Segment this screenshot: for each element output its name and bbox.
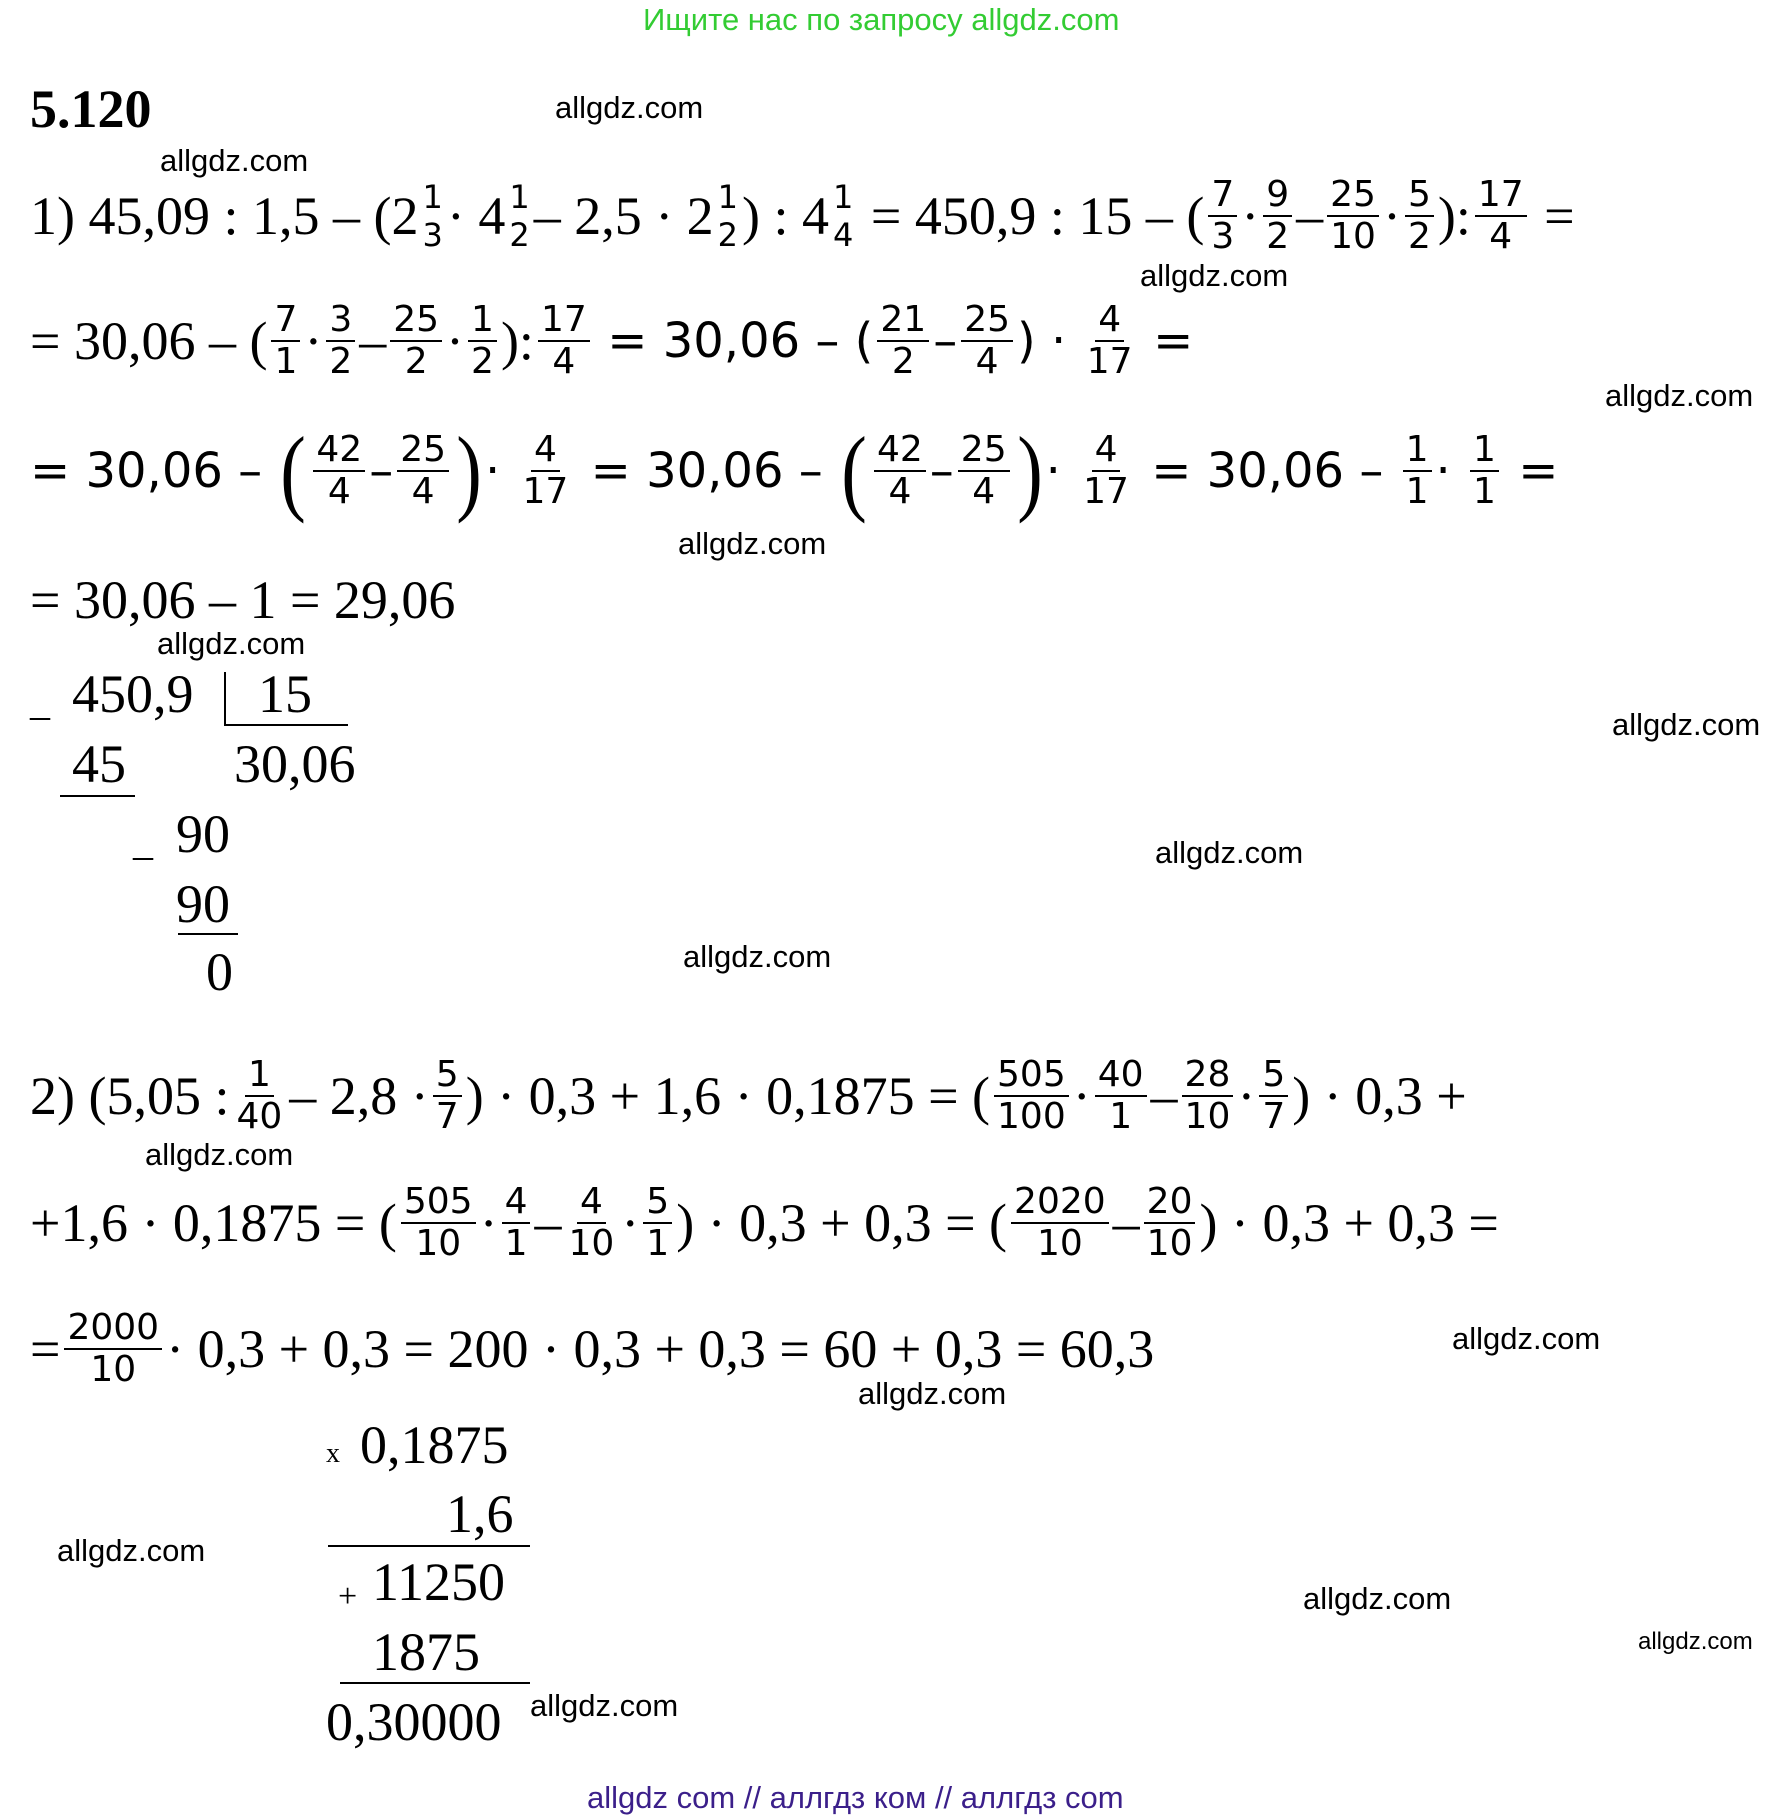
watermark: allgdz.com <box>160 143 309 178</box>
paren: ) <box>1016 417 1043 524</box>
fraction: $\frac{25}{10}$ <box>1327 175 1379 257</box>
fraction: $\frac{5}{7}$ <box>1259 1055 1288 1137</box>
watermark: allgdz.com <box>1155 835 1304 870</box>
watermark: allgdz.com <box>1452 1321 1601 1356</box>
part1-line4: = 30,06 – 1 = 29,06 <box>30 570 456 630</box>
division-minus: _ <box>30 679 50 724</box>
expr-text: · <box>1435 443 1451 499</box>
fraction: $\frac{1}{1}$ <box>1403 430 1432 512</box>
fraction: 1 2 <box>717 178 739 254</box>
fraction: $\frac{1}{2}$ <box>468 300 497 382</box>
expr-text: – 2,8 · <box>289 1066 429 1126</box>
fraction: 1 2 <box>509 178 530 254</box>
expr-text: · <box>1382 186 1401 246</box>
part2-line2 <box>30 1182 1499 1264</box>
watermark: allgdz.com <box>1612 707 1761 742</box>
expr-text: – <box>369 443 394 499</box>
fraction: $\frac{4}{17}$ <box>1086 299 1133 382</box>
expr-text: · <box>621 1193 640 1253</box>
multiplication-sign: x <box>326 1438 340 1469</box>
fraction: $\frac{5}{1}$ <box>643 1182 672 1264</box>
division-sub1: 45 <box>72 734 126 794</box>
expr-text: (5,05 : <box>88 1066 230 1126</box>
expr-text: · <box>1237 1066 1256 1126</box>
problem-number: 5.120 <box>30 79 152 139</box>
part1-line3 <box>30 417 1559 524</box>
fraction: 1 3 <box>422 178 443 254</box>
division-quotient: 30,06 <box>234 734 356 794</box>
part2-line3 <box>30 1308 1154 1390</box>
expr-text: · <box>1045 443 1061 499</box>
expr-text: · 4 <box>446 186 506 246</box>
expr-text: = <box>30 1319 61 1379</box>
expr-text: – <box>1150 1066 1178 1126</box>
fraction: $\frac{25}{4}$ <box>958 430 1010 512</box>
fraction: $\frac{4}{10}$ <box>568 1181 615 1264</box>
fraction: $\frac{4}{17}$ <box>1083 429 1129 512</box>
part2-label: 2) <box>30 1066 75 1126</box>
watermark: allgdz.com <box>1638 1628 1753 1655</box>
fraction: $\frac{505}{100}$ <box>994 1055 1069 1137</box>
fraction: $\frac{1}{1}$ <box>1470 430 1499 512</box>
expr-text: · <box>1072 1066 1091 1126</box>
fraction: $\frac{5}{2}$ <box>1405 175 1434 257</box>
expr-text: = 30,06 – ( <box>30 311 268 371</box>
expr-text: ): <box>500 311 534 371</box>
expr-text: – <box>1296 186 1324 246</box>
part2-line1 <box>30 1055 1467 1137</box>
expr-text: = 30,06 – ( <box>607 313 874 369</box>
expr-text: = 30,06 – <box>1151 443 1384 499</box>
watermark: allgdz.com <box>57 1533 206 1568</box>
part1-label: 1) <box>30 186 75 246</box>
fraction: $\frac{17}{4}$ <box>1475 175 1527 257</box>
watermark: allgdz.com <box>555 90 704 125</box>
fraction: $\frac{25}{4}$ <box>961 300 1013 382</box>
expr-text: ) : 4 <box>742 186 830 246</box>
fraction: $\frac{25}{4}$ <box>397 430 449 512</box>
watermark: allgdz.com <box>145 1137 294 1172</box>
multiplication-result: 0,30000 <box>326 1692 502 1752</box>
watermark: allgdz.com <box>530 1688 679 1723</box>
fraction: $\frac{9}{2}$ <box>1263 175 1292 257</box>
footer-text: allgdz com // аллгдз ком // аллгдз com <box>587 1780 1124 1815</box>
expr-text: · <box>479 1193 498 1253</box>
division-minus: _ <box>133 819 153 864</box>
division-divisor: 15 <box>258 664 312 724</box>
expr-text: +1,6 · 0,1875 = ( <box>30 1193 397 1253</box>
expr-text: = <box>1544 186 1575 246</box>
fraction: $\frac{21}{2}$ <box>877 300 929 382</box>
division-sub2: 90 <box>176 874 230 934</box>
fraction: $\frac{28}{10}$ <box>1182 1055 1234 1137</box>
multiplication-line <box>328 1545 530 1547</box>
expr-text: 45,09 : 1,5 – (2 <box>88 186 419 246</box>
fraction: $\frac{42}{4}$ <box>874 430 926 512</box>
part1-line1 <box>30 175 1575 257</box>
paren: ) <box>456 417 482 524</box>
paren: ( <box>280 417 307 524</box>
expr-text: · <box>1241 186 1260 246</box>
watermark: allgdz.com <box>858 1376 1007 1411</box>
expr-text: = 30,06 – <box>30 443 263 499</box>
watermark: allgdz.com <box>683 939 832 974</box>
fraction: $\frac{25}{2}$ <box>390 300 442 382</box>
expr-text: · 0,3 + 0,3 = 200 · 0,3 + 0,3 = 60 + 0,3 = 60,3 <box>166 1319 1155 1379</box>
expr-text: · <box>304 311 323 371</box>
expr-text: – <box>534 1193 562 1253</box>
expr-text: – <box>359 311 387 371</box>
expr-text: – 2,5 · 2 <box>533 186 714 246</box>
fraction: $\frac{4}{17}$ <box>522 429 569 512</box>
multiplier: 1,6 <box>446 1484 514 1544</box>
fraction: $\frac{1}{40}$ <box>236 1054 283 1137</box>
expr-text: ) · 0,3 + 0,3 = <box>1199 1193 1499 1253</box>
division-underline <box>224 724 348 726</box>
plus-sign: + <box>338 1578 358 1615</box>
top-banner: Ищите нас по запросу allgdz.com <box>643 2 1120 37</box>
expr-text: ) · 0,3 + 1,6 · 0,1875 = ( <box>465 1066 991 1126</box>
fraction: $\frac{40}{1}$ <box>1095 1055 1147 1137</box>
expr-text: ): <box>1437 186 1471 246</box>
fraction: $\frac{2020}{10}$ <box>1011 1182 1109 1264</box>
watermark: allgdz.com <box>1140 258 1289 293</box>
expr-text: · <box>446 311 465 371</box>
multiplicand: 0,1875 <box>360 1415 509 1475</box>
expr-text: – <box>929 443 954 499</box>
fraction: $\frac{42}{4}$ <box>313 430 365 512</box>
fraction: $\frac{20}{10}$ <box>1144 1182 1196 1264</box>
expr-text: = 30,06 – <box>590 443 823 499</box>
partial-product-2: 1875 <box>372 1622 480 1682</box>
part1-line2 <box>30 300 1193 382</box>
fraction: $\frac{5}{7}$ <box>433 1055 462 1137</box>
expr-text: – <box>933 313 958 369</box>
division-r1: 90 <box>176 804 230 864</box>
watermark: allgdz.com <box>1605 378 1754 413</box>
fraction: $\frac{3}{2}$ <box>326 300 355 382</box>
fraction: $\frac{7}{1}$ <box>271 300 300 382</box>
expr-text: ) · 0,3 + 0,3 = ( <box>676 1193 1008 1253</box>
fraction: $\frac{505}{10}$ <box>401 1182 476 1264</box>
watermark: allgdz.com <box>157 626 306 661</box>
division-line <box>178 933 238 935</box>
division-remainder: 0 <box>206 942 233 1002</box>
fraction: $\frac{4}{1}$ <box>502 1182 531 1264</box>
expr-text: – <box>1112 1193 1140 1253</box>
expr-text: · <box>484 443 501 499</box>
fraction: $\frac{2000}{10}$ <box>64 1308 162 1390</box>
division-line <box>60 795 135 797</box>
expr-text: = <box>1518 443 1559 499</box>
expr-text: ) · 0,3 + <box>1292 1066 1467 1126</box>
fraction: 1 4 <box>833 178 854 254</box>
expr-text: ) · <box>1017 313 1067 369</box>
division-dividend: 450,9 <box>72 664 194 724</box>
paren: ( <box>841 417 867 524</box>
watermark: allgdz.com <box>678 526 827 561</box>
partial-product-1: 11250 <box>372 1552 505 1612</box>
multiplication-line <box>340 1682 530 1684</box>
division-bar <box>224 672 226 724</box>
watermark: allgdz.com <box>1303 1581 1452 1616</box>
expr-text: = <box>1153 313 1194 369</box>
fraction: $\frac{17}{4}$ <box>538 300 590 382</box>
expr-text: = 450,9 : 15 – ( <box>870 186 1205 246</box>
fraction: $\frac{7}{3}$ <box>1208 175 1237 257</box>
